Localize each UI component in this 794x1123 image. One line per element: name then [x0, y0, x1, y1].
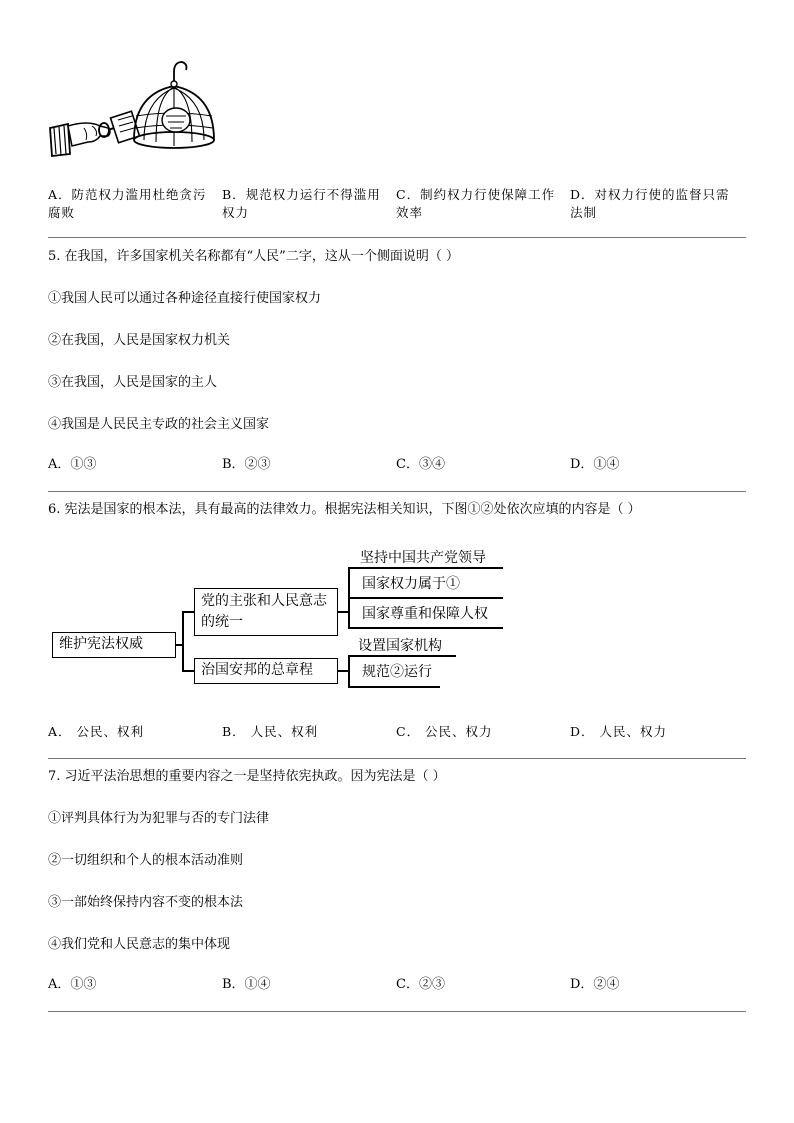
q7-item-4: ④我们党和人民意志的集中体现 [48, 937, 231, 952]
q7-item-2: ②一切组织和个人的根本活动准则 [48, 853, 244, 868]
q7-option-a[interactable]: A．①③ [48, 977, 97, 992]
q5-item-4: ④我国是人民民主专政的社会主义国家 [48, 417, 270, 432]
q6-stem: 6. 宪法是国家的根本法，具有最高的法律效力。根据宪法相关知识，下图①②处依次应填的内容是（ ） [48, 502, 641, 517]
q5-item-3: ③在我国，人民是国家的主人 [48, 375, 218, 390]
q6-option-b[interactable]: B． 人民、权利 [222, 724, 319, 739]
diagram-branch1-box: 党的主张和人民意志的统一 [194, 588, 338, 636]
q6-option-c[interactable]: C． 公民、权力 [396, 724, 493, 739]
q5-item-2: ②在我国，人民是国家权力机关 [48, 333, 231, 348]
q6-option-d[interactable]: D． 人民、权力 [570, 724, 667, 739]
q7-option-c[interactable]: C．②③ [396, 977, 445, 992]
q5-item-1: ①我国人民可以通过各种途径直接行使国家权力 [48, 291, 322, 306]
divider [48, 237, 746, 238]
diagram-leaf-state-organs: 设置国家机构 [358, 638, 442, 654]
q7-item-1: ①评判具体行为为犯罪与否的专门法律 [48, 811, 270, 826]
q6-option-a[interactable]: A． 公民、权利 [48, 724, 145, 739]
q4-option-d[interactable]: D．对权力行使的监督只需法制 [570, 187, 730, 220]
divider [48, 758, 746, 759]
diagram-leaf-power-belongs: 国家权力属于① [362, 576, 460, 592]
divider [48, 491, 746, 492]
q5-option-c[interactable]: C．③④ [396, 457, 445, 472]
q7-option-b[interactable]: B．①④ [222, 977, 271, 992]
diagram-leaf-party-leadership: 坚持中国共产党领导 [360, 550, 486, 566]
diagram-leaf-regulate-operation: 规范②运行 [362, 664, 432, 680]
q5-option-d[interactable]: D．①④ [570, 457, 620, 472]
q4-option-a[interactable]: A．防范权力滥用杜绝贪污腐败 [48, 187, 207, 220]
cartoon-illustration [48, 56, 218, 161]
q7-stem: 7. 习近平法治思想的重要内容之一是坚持依宪执政。因为宪法是（ ） [48, 769, 446, 784]
divider [48, 1011, 746, 1012]
q5-stem: 5. 在我国，许多国家机关名称都有“人民”二字，这从一个侧面说明（ ） [48, 249, 459, 264]
q7-item-3: ③一部始终保持内容不变的根本法 [48, 895, 244, 910]
q7-option-d[interactable]: D．②④ [570, 977, 620, 992]
q4-option-b[interactable]: B．规范权力运行不得滥用权力 [222, 187, 381, 220]
diagram-root-box: 维护宪法权威 [52, 632, 176, 658]
diagram-leaf-human-rights: 国家尊重和保障人权 [362, 606, 488, 622]
q5-option-a[interactable]: A．①③ [48, 457, 97, 472]
q4-option-c[interactable]: C．制约权力行使保障工作效率 [396, 187, 556, 220]
diagram-branch2-box: 治国安邦的总章程 [194, 658, 338, 684]
q5-option-b[interactable]: B．②③ [222, 457, 271, 472]
